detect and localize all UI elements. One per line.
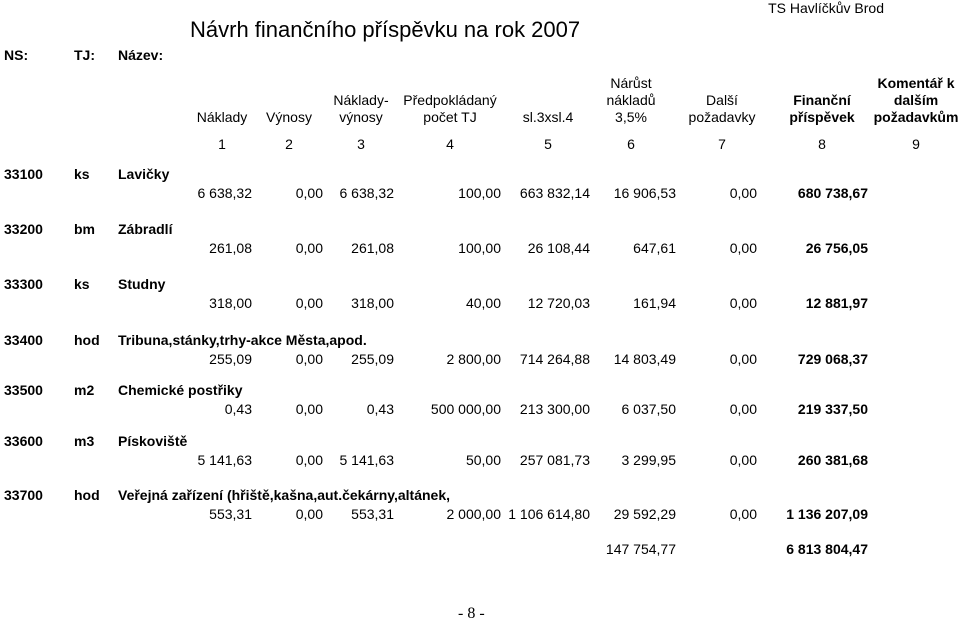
ns-label: NS:	[4, 47, 29, 63]
row-value-col-1: 5 141,63	[197, 452, 252, 468]
column-header-line: Nárůst	[610, 75, 652, 91]
row-value-col-2: 0,00	[295, 452, 323, 468]
row-value-col-2: 0,00	[295, 240, 323, 256]
row-tj-unit: bm	[74, 221, 95, 237]
column-header-line: Předpokládaný	[403, 92, 497, 108]
column-header-line: Komentář k	[877, 75, 955, 91]
row-value-col-3: 0,43	[366, 401, 394, 417]
row-ns-code: 33500	[4, 382, 43, 398]
row-value-col-1: 553,31	[209, 506, 252, 522]
row-value-col-1: 255,09	[209, 351, 252, 367]
row-tj-unit: ks	[74, 166, 90, 182]
column-header-9	[856, 75, 960, 126]
row-ns-code: 33100	[4, 166, 43, 182]
total-col8: 6 813 804,47	[786, 541, 868, 557]
row-value-col-5: 257 081,73	[519, 452, 590, 468]
column-number-1: 1	[218, 136, 226, 152]
row-name: Lavičky	[118, 166, 170, 182]
row-ns-code: 33700	[4, 487, 43, 503]
row-value-col-2: 0,00	[295, 295, 323, 311]
row-value-col-4: 2 800,00	[446, 351, 501, 367]
row-value-col-5: 12 720,03	[527, 295, 590, 311]
column-number-9: 9	[912, 136, 920, 152]
row-value-col-5: 714 264,88	[519, 351, 590, 367]
column-header-line: sl.3xsl.4	[522, 109, 574, 125]
row-value-col-7: 0,00	[729, 295, 757, 311]
column-header-line: Další	[706, 92, 738, 108]
row-value-col-4: 100,00	[458, 185, 501, 201]
page-number: - 8 -	[458, 605, 485, 622]
row-value-col-8: 680 738,67	[797, 185, 868, 201]
row-value-col-1: 261,08	[209, 240, 252, 256]
row-value-col-7: 0,00	[729, 401, 757, 417]
column-header-line: počet TJ	[423, 109, 477, 125]
row-value-col-8: 12 881,97	[805, 295, 868, 311]
row-value-col-5: 663 832,14	[519, 185, 590, 201]
row-value-col-1: 6 638,32	[197, 185, 252, 201]
row-value-col-1: 0,43	[224, 401, 252, 417]
column-header-line: požadavky	[688, 109, 756, 125]
row-tj-unit: hod	[74, 332, 100, 348]
row-name: Tribuna,stánky,trhy-akce Města,apod.	[118, 332, 367, 348]
row-value-col-1: 318,00	[209, 295, 252, 311]
row-name: Pískoviště	[118, 433, 188, 449]
tj-label: TJ:	[74, 47, 95, 63]
row-tj-unit: m3	[74, 433, 95, 449]
page-title: Návrh finančního příspěvku na rok 2007	[190, 17, 581, 42]
row-ns-code: 33400	[4, 332, 43, 348]
row-value-col-4: 100,00	[458, 240, 501, 256]
column-header-line: Finanční	[793, 92, 851, 108]
row-value-col-6: 3 299,95	[621, 452, 676, 468]
row-value-col-3: 318,00	[351, 295, 394, 311]
row-value-col-8: 219 337,50	[797, 401, 868, 417]
row-name: Veřejná zařízení (hřiště,kašna,aut.čekárny,altánek,	[118, 487, 451, 503]
row-name: Chemické postřiky	[118, 382, 243, 398]
row-value-col-3: 261,08	[351, 240, 394, 256]
column-header-line: Náklady	[196, 109, 248, 125]
row-name: Zábradlí	[118, 221, 173, 237]
row-value-col-3: 6 638,32	[339, 185, 394, 201]
row-value-col-2: 0,00	[295, 401, 323, 417]
row-value-col-6: 14 803,49	[613, 351, 676, 367]
row-value-col-3: 5 141,63	[339, 452, 394, 468]
row-value-col-4: 50,00	[465, 452, 501, 468]
row-value-col-8: 260 381,68	[797, 452, 868, 468]
row-tj-unit: ks	[74, 276, 90, 292]
row-value-col-5: 26 108,44	[527, 240, 590, 256]
row-value-col-7: 0,00	[729, 506, 757, 522]
column-header-line: požadavkům	[873, 109, 959, 125]
row-value-col-6: 16 906,53	[613, 185, 676, 201]
row-value-col-8: 729 068,37	[797, 351, 868, 367]
row-value-col-4: 500 000,00	[430, 401, 501, 417]
row-value-col-7: 0,00	[729, 452, 757, 468]
column-header-line: Výnosy	[266, 109, 312, 125]
row-value-col-3: 255,09	[351, 351, 394, 367]
row-value-col-7: 0,00	[729, 185, 757, 201]
column-number-5: 5	[544, 136, 552, 152]
row-tj-unit: m2	[74, 382, 95, 398]
row-value-col-3: 553,31	[351, 506, 394, 522]
row-value-col-6: 6 037,50	[621, 401, 676, 417]
column-header-line: dalším	[893, 92, 939, 108]
column-header-line: nákladů	[606, 92, 656, 108]
column-number-7: 7	[718, 136, 726, 152]
row-value-col-7: 0,00	[729, 351, 757, 367]
row-ns-code: 33600	[4, 433, 43, 449]
column-header-line: 3,5%	[615, 109, 647, 125]
row-ns-code: 33300	[4, 276, 43, 292]
column-number-3: 3	[357, 136, 365, 152]
column-number-4: 4	[446, 136, 454, 152]
column-number-2: 2	[285, 136, 293, 152]
row-value-col-7: 0,00	[729, 240, 757, 256]
row-value-col-2: 0,00	[295, 351, 323, 367]
row-value-col-6: 647,61	[633, 240, 676, 256]
row-value-col-4: 2 000,00	[446, 506, 501, 522]
row-ns-code: 33200	[4, 221, 43, 237]
column-header-line: výnosy	[339, 109, 383, 125]
row-name: Studny	[118, 276, 166, 292]
row-value-col-2: 0,00	[295, 506, 323, 522]
row-value-col-8: 1 136 207,09	[786, 506, 868, 522]
row-value-col-5: 213 300,00	[519, 401, 590, 417]
total-col6: 147 754,77	[605, 541, 676, 557]
row-value-col-4: 40,00	[465, 295, 501, 311]
row-value-col-5: 1 106 614,80	[508, 506, 590, 522]
row-value-col-6: 29 592,29	[613, 506, 676, 522]
organization-name: TS Havlíčkův Brod	[768, 0, 884, 16]
row-value-col-8: 26 756,05	[805, 240, 868, 256]
column-header-line: příspěvek	[789, 109, 855, 125]
row-value-col-2: 0,00	[295, 185, 323, 201]
row-value-col-6: 161,94	[633, 295, 676, 311]
column-header-line: Náklady-	[333, 92, 389, 108]
nazev-label: Název:	[118, 47, 164, 63]
column-number-8: 8	[818, 136, 826, 152]
column-number-6: 6	[627, 136, 635, 152]
row-tj-unit: hod	[74, 487, 100, 503]
